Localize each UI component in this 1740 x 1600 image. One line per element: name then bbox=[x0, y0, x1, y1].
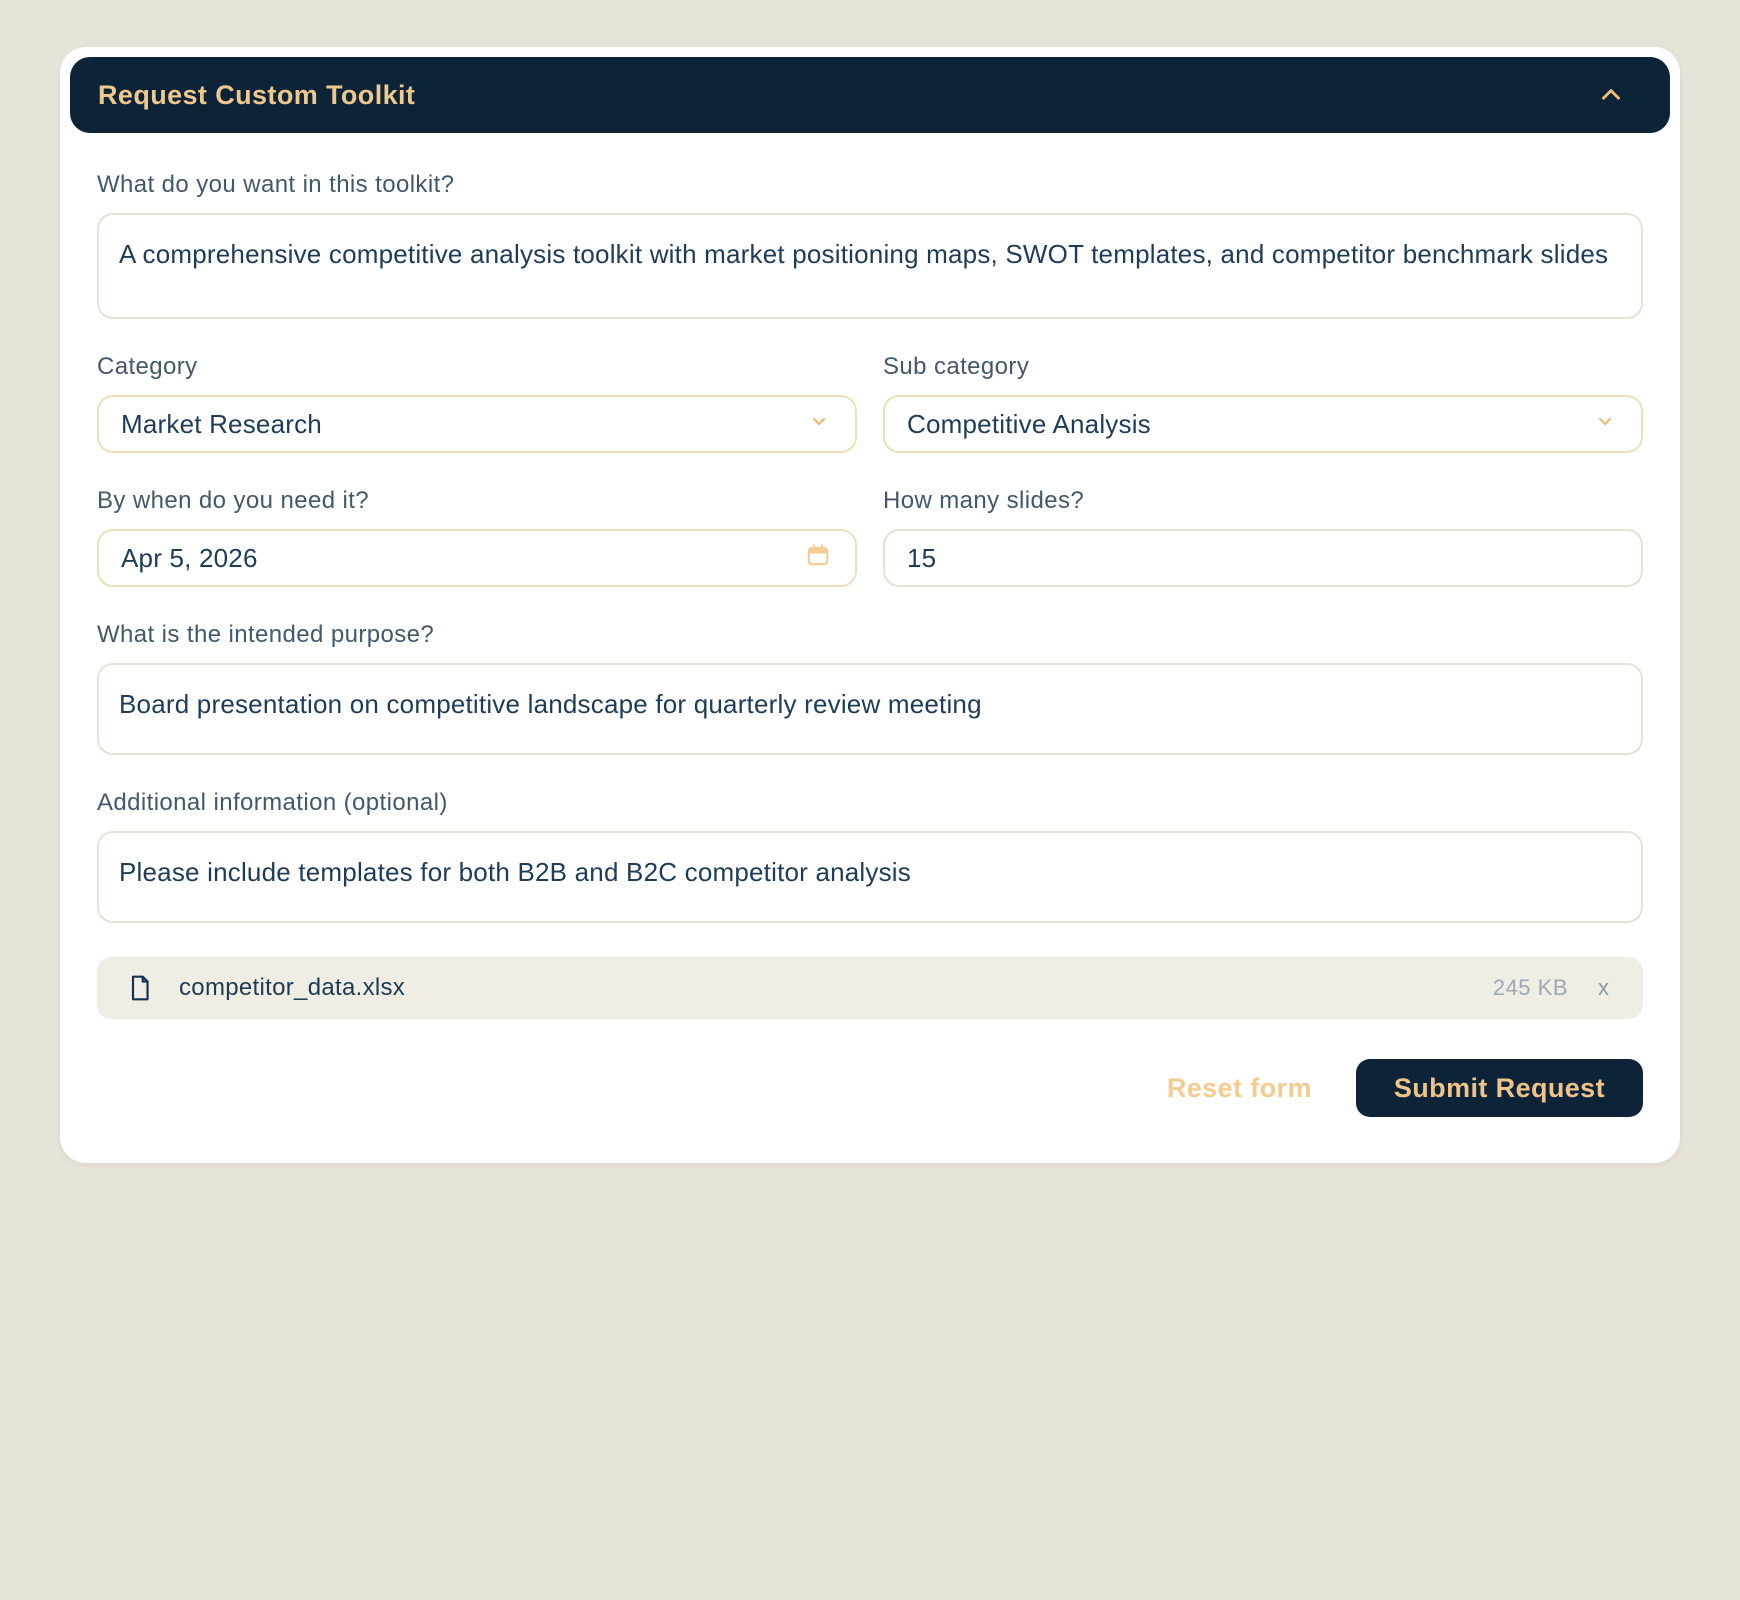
sub-category-label: Sub category bbox=[883, 353, 1030, 380]
panel-header[interactable] bbox=[70, 57, 1670, 133]
chevron-down-icon bbox=[807, 409, 831, 440]
attachment-size: 245 KB bbox=[1492, 975, 1568, 1000]
purpose-label: What is the intended purpose? bbox=[97, 621, 435, 648]
attachment-row bbox=[97, 957, 1643, 1019]
submit-request-button[interactable]: Submit Request bbox=[1356, 1059, 1643, 1117]
toolkit-description-group bbox=[97, 171, 1643, 319]
request-toolkit-panel bbox=[60, 47, 1680, 1163]
form-content bbox=[70, 133, 1670, 1117]
purpose-group bbox=[97, 621, 1643, 755]
attachment-filename: competitor_data.xlsx bbox=[179, 974, 406, 1001]
category-row bbox=[97, 353, 1643, 453]
chevron-down-icon bbox=[1593, 409, 1617, 440]
sub-category-group bbox=[883, 353, 1643, 453]
remove-attachment-button[interactable]: x bbox=[1594, 973, 1613, 1003]
additional-info-textarea[interactable] bbox=[97, 831, 1643, 923]
deadline-group bbox=[97, 487, 857, 587]
chevron-up-icon[interactable] bbox=[1596, 80, 1626, 110]
toolkit-description-label: What do you want in this toolkit? bbox=[97, 171, 455, 198]
slides-label: How many slides? bbox=[883, 487, 1085, 514]
reset-form-button[interactable]: Reset form bbox=[1166, 1072, 1312, 1103]
deadline-date-value: Apr 5, 2026 bbox=[121, 542, 258, 573]
calendar-icon[interactable] bbox=[805, 542, 831, 575]
deadline-label: By when do you need it? bbox=[97, 487, 370, 514]
slides-count-input[interactable] bbox=[883, 529, 1643, 587]
file-icon bbox=[127, 974, 153, 1002]
purpose-textarea[interactable] bbox=[97, 663, 1643, 755]
panel-title: Request Custom Toolkit bbox=[98, 79, 416, 110]
additional-info-group bbox=[97, 789, 1643, 923]
deadline-row bbox=[97, 487, 1643, 587]
form-actions bbox=[97, 1059, 1643, 1117]
category-label: Category bbox=[97, 353, 198, 380]
additional-info-label: Additional information (optional) bbox=[97, 789, 448, 816]
category-select[interactable] bbox=[97, 395, 857, 453]
category-select-value: Market Research bbox=[121, 408, 322, 439]
deadline-date-field[interactable] bbox=[97, 529, 857, 587]
sub-category-select[interactable] bbox=[883, 395, 1643, 453]
category-group bbox=[97, 353, 857, 453]
toolkit-description-textarea[interactable] bbox=[97, 213, 1643, 319]
sub-category-select-value: Competitive Analysis bbox=[907, 408, 1151, 439]
slides-group bbox=[883, 487, 1643, 587]
